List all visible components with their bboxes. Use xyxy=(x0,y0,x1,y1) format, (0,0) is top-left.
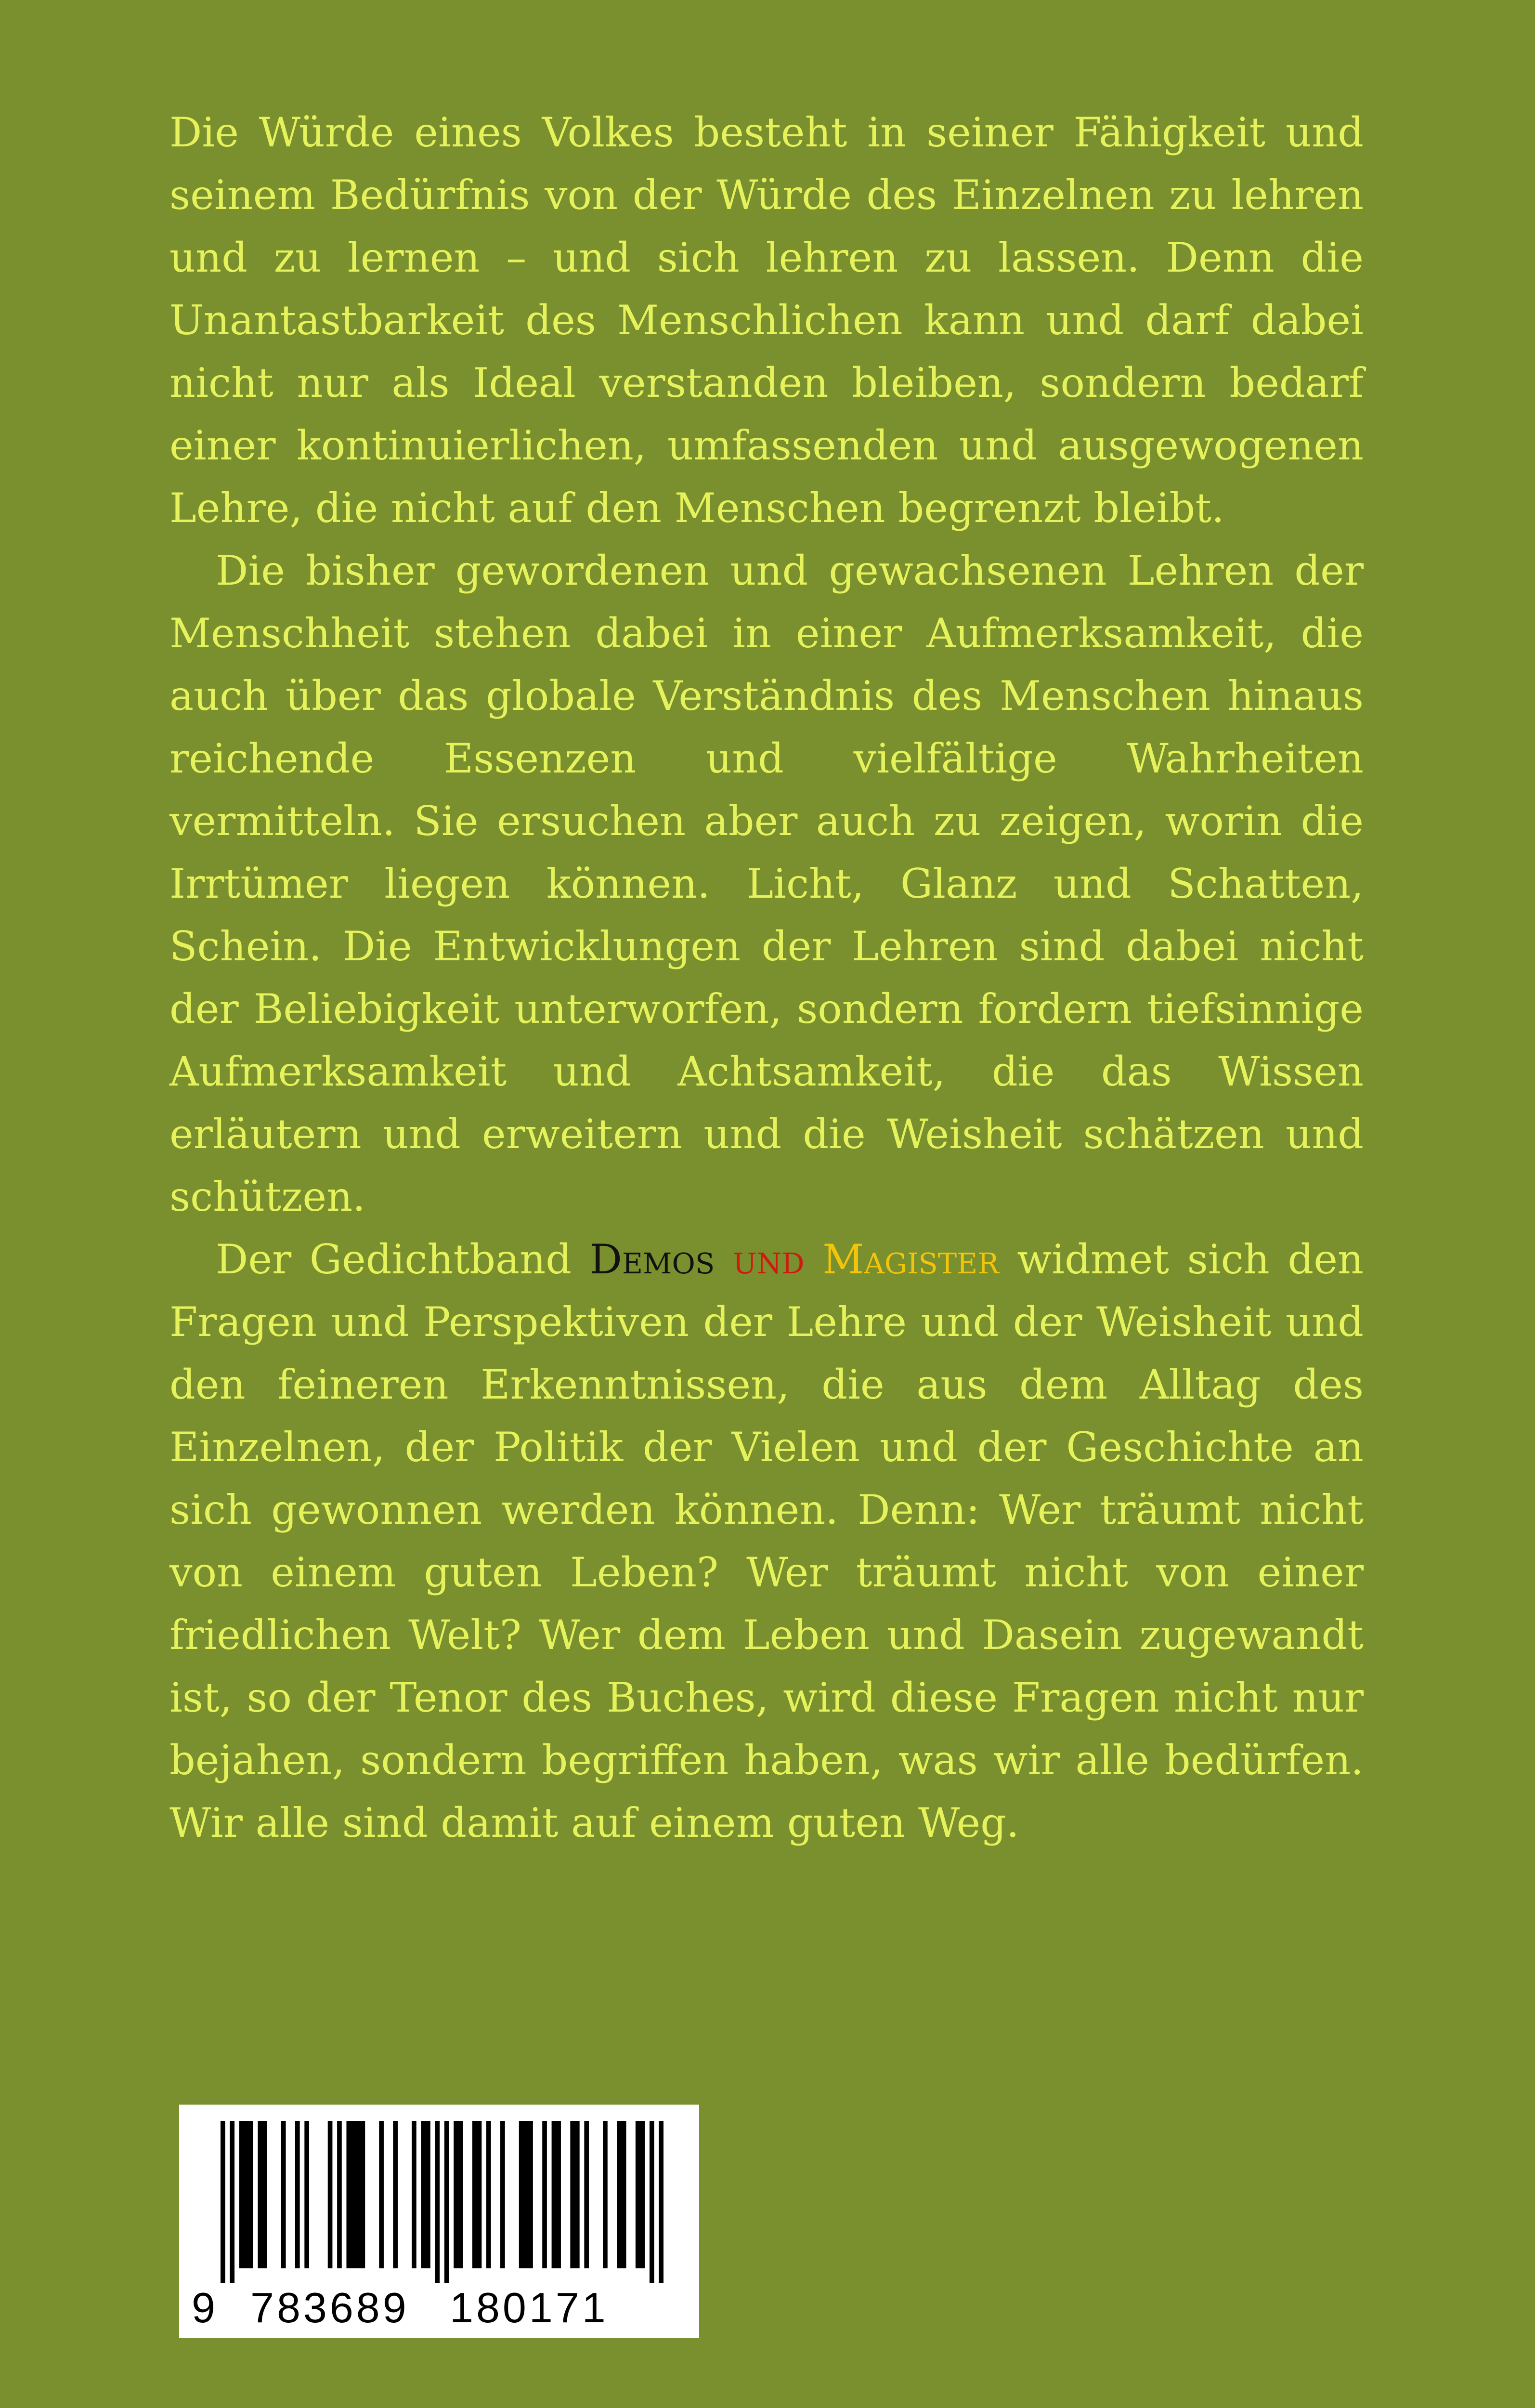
blurb-paragraph-3 xyxy=(169,1228,1364,1854)
barcode-bar xyxy=(617,2121,626,2268)
book-title-magister: Magister xyxy=(822,1236,999,1283)
book-title-und: und xyxy=(732,1236,805,1283)
barcode-bar xyxy=(258,2121,267,2268)
barcode-guard-bar xyxy=(444,2121,449,2283)
barcode-bar xyxy=(486,2121,491,2268)
barcode-bar xyxy=(379,2121,384,2268)
barcode-bar xyxy=(542,2121,547,2268)
barcode-first-digit: 9 xyxy=(192,2284,215,2331)
barcode-bar xyxy=(636,2121,645,2268)
isbn-barcode xyxy=(179,2105,699,2338)
barcode-guard-bar xyxy=(230,2121,234,2283)
barcode-bar xyxy=(328,2121,333,2268)
barcode-bar xyxy=(239,2121,253,2268)
barcode-guard-bar xyxy=(659,2121,663,2283)
barcode-bar xyxy=(454,2121,463,2268)
barcode-guard-bar xyxy=(650,2121,654,2283)
barcode-bar xyxy=(570,2121,579,2268)
barcode-bar xyxy=(421,2121,430,2268)
barcode-bar xyxy=(552,2121,561,2268)
barcode-digits xyxy=(192,2284,692,2332)
barcode-left-group: 783689 xyxy=(250,2284,409,2331)
book-title-demos: Demos xyxy=(589,1236,715,1283)
barcode-bar xyxy=(393,2121,398,2268)
paragraph-3-intro: Der Gedichtband xyxy=(216,1236,590,1283)
barcode-right-group: 180171 xyxy=(450,2284,609,2331)
barcode-bar xyxy=(281,2121,286,2268)
barcode-bar xyxy=(337,2121,342,2268)
blurb-paragraph-2: Die bisher gewordenen und gewachsenen Lehren der Menschheit stehen dabei in einer Aufmerksamkeit, die auch über das globale Verständnis des Menschen hinaus reichende Essenzen und vielfältige Wahrheiten vermitteln. Sie ersuchen aber auch zu zeigen, worin die Irrtümer liegen können. Licht, Glanz und Schatten, Schein. Die Entwicklungen der Lehren sind dabei nicht der Beliebigkeit unterworfen, sondern fordern tiefsinnige Aufmerksamkeit und Achtsamkeit, die das Wissen erläutern und erweitern und die Weisheit schätzen und schützen. xyxy=(169,547,1364,1220)
barcode-bar xyxy=(519,2121,533,2268)
barcode-bar xyxy=(603,2121,608,2268)
barcode-bar xyxy=(500,2121,505,2268)
barcode-bar xyxy=(584,2121,589,2268)
blurb-paragraph-1: Die Würde eines Volkes besteht in seiner Fähigkeit und seinem Bedürfnis von der Würde des Einzelnen zu lehren und zu lernen – und sich lehren zu lassen. Denn die Unantastbarkeit des Menschlichen kann und darf dabei nicht nur als Ideal verstanden bleiben, sondern bedarf einer kontinuierlichen, umfassenden und ausgewogenen Lehre, die nicht auf den Menschen begrenzt bleibt. xyxy=(169,109,1364,532)
barcode-guard-bar xyxy=(221,2121,225,2283)
blurb-text xyxy=(169,101,1364,1854)
barcode-bar xyxy=(472,2121,481,2268)
barcode-bar xyxy=(295,2121,300,2268)
barcode-guard-bar xyxy=(435,2121,440,2283)
barcode-bars xyxy=(221,2121,663,2283)
barcode-bar xyxy=(304,2121,309,2268)
paragraph-3-rest: widmet sich den Fragen und Perspektiven der Lehre und der Weisheit und den feineren Erkenntnissen, die aus dem Alltag des Einzelnen, der Politik der Vielen und der Geschichte an sich gewonnen werden können. Denn: Wer träumt nicht von einem guten Leben? Wer träumt nicht von einer friedlichen Welt? Wer dem Leben und Dasein zugewandt ist, so der Tenor des Buches, wird diese Fragen nicht nur bejahen, sondern begriffen haben, was wir alle bedürfen. Wir alle sind damit auf einem guten Weg. xyxy=(169,1236,1364,1846)
barcode-bar xyxy=(412,2121,416,2268)
barcode-bar xyxy=(346,2121,365,2268)
